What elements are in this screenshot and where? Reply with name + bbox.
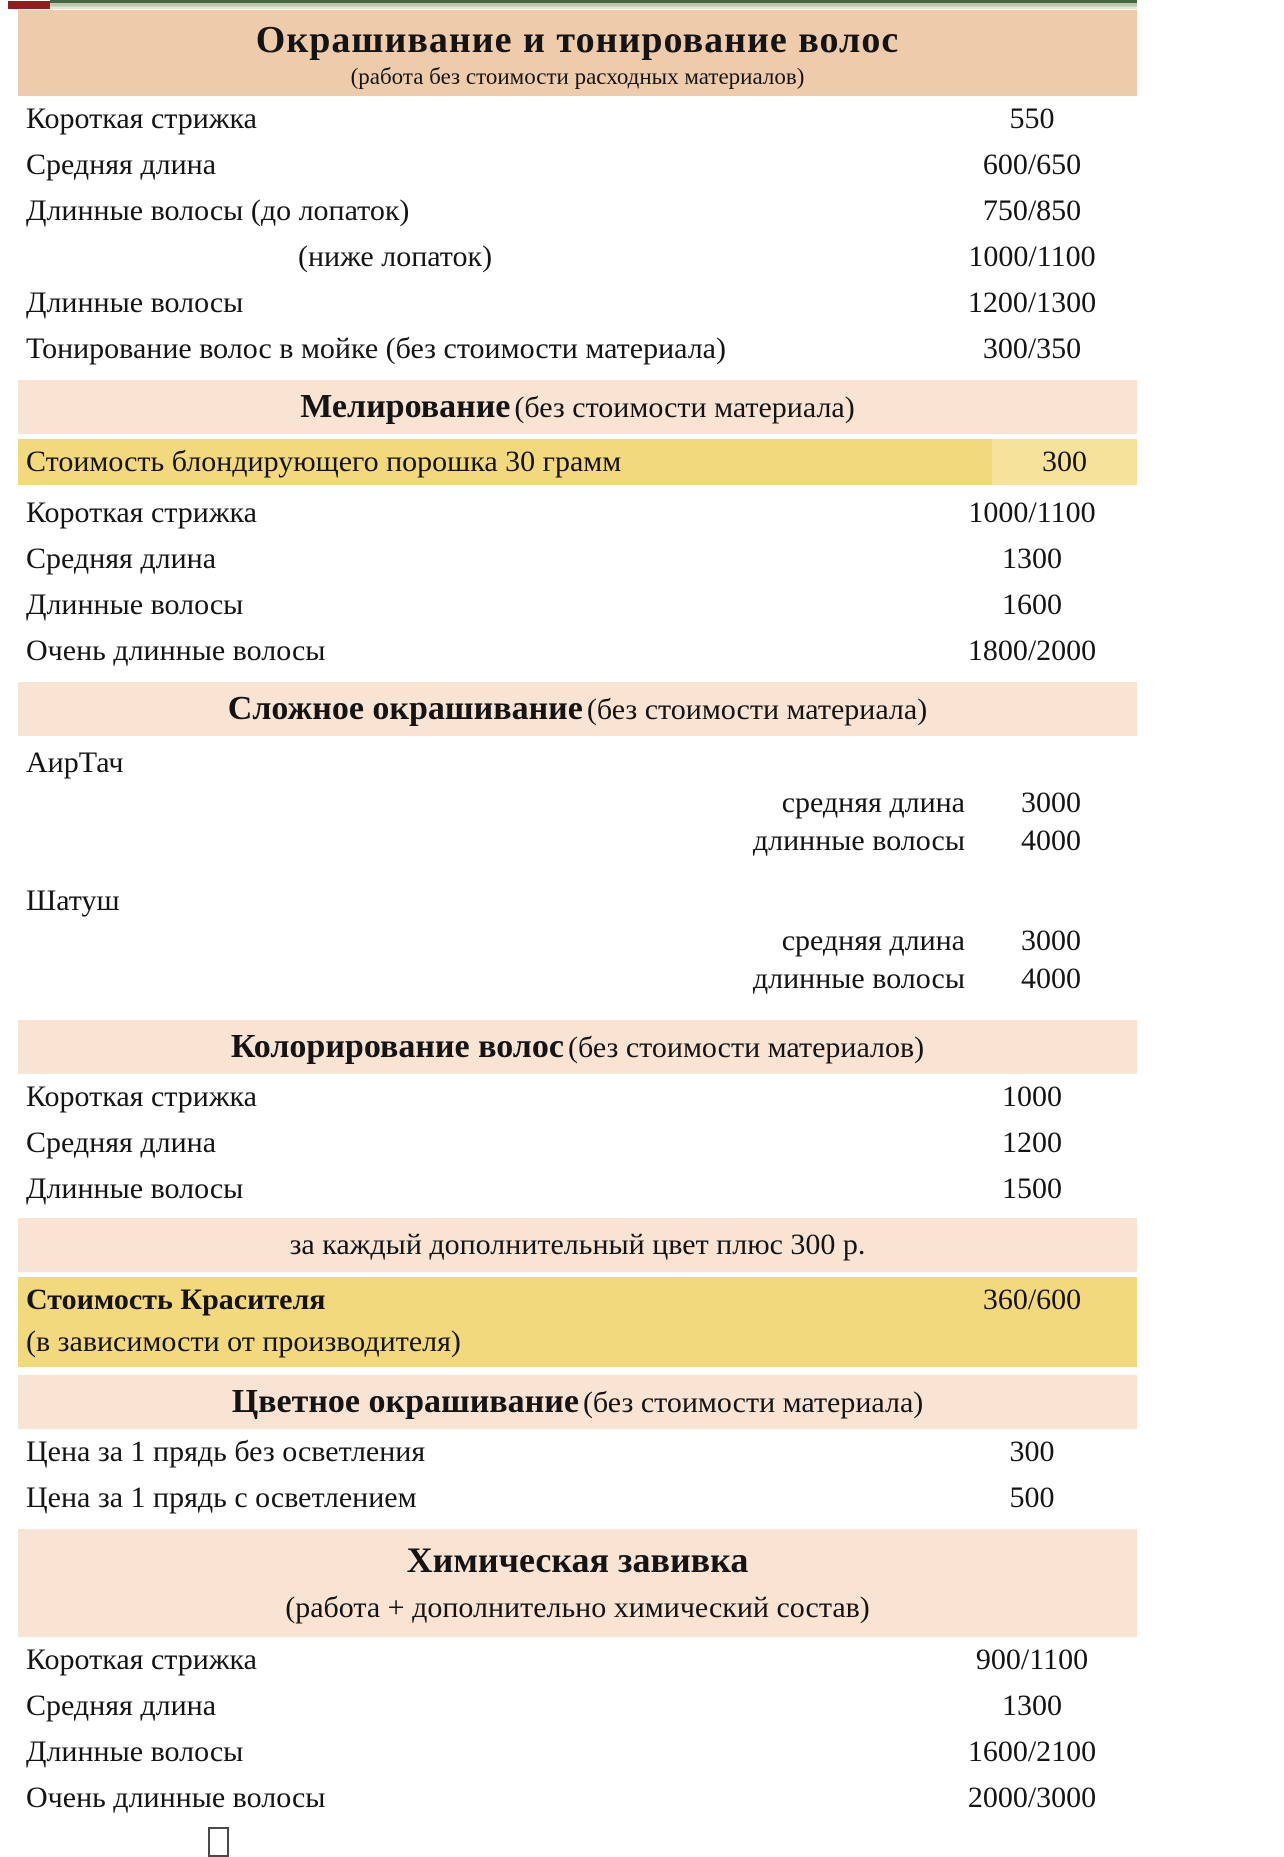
service-label: Длинные волосы (до лопаток) bbox=[26, 194, 410, 227]
section-title-note: (без стоимости материала) bbox=[582, 1386, 924, 1419]
price-row bbox=[18, 1166, 1137, 1212]
service-price: 1500 bbox=[1002, 1172, 1062, 1205]
service-price: 360/600 bbox=[982, 1283, 1082, 1316]
price-row bbox=[18, 1120, 1137, 1166]
service-label: Цена за 1 прядь без осветления bbox=[26, 1435, 426, 1468]
section-subtitle: (работа + дополнительно химический состав) bbox=[285, 1591, 870, 1624]
service-price: 750/850 bbox=[982, 194, 1082, 227]
service-label: Длинные волосы bbox=[26, 1172, 244, 1205]
price-list-content bbox=[18, 10, 1137, 1857]
service-price: 300 bbox=[1009, 1435, 1055, 1468]
service-label: Очень длинные волосы bbox=[26, 634, 326, 667]
price-row bbox=[18, 536, 1137, 582]
price-row bbox=[18, 234, 1137, 280]
section-rows-coloring-toning bbox=[18, 96, 1137, 372]
service-price: 1800/2000 bbox=[967, 634, 1097, 667]
service-label: Длинные волосы bbox=[26, 286, 244, 319]
service-price: 1300 bbox=[1002, 1689, 1062, 1722]
dye-cost-row bbox=[18, 1283, 1137, 1317]
technique-price-row bbox=[18, 960, 1137, 998]
service-price: 1600/2100 bbox=[967, 1735, 1097, 1768]
technique-price-row bbox=[18, 922, 1137, 960]
service-label: Короткая стрижка bbox=[26, 1080, 257, 1113]
service-price: 900/1100 bbox=[975, 1643, 1089, 1676]
price-row bbox=[18, 1637, 1137, 1683]
section-title-note: (без стоимости материала) bbox=[514, 391, 855, 424]
section-header-highlighting bbox=[18, 380, 1137, 434]
section-subtitle: (работа без стоимости расходных материалов) bbox=[350, 64, 805, 89]
section-title: Сложное окрашивание bbox=[227, 690, 583, 727]
section-title: Окрашивание и тонирование волос bbox=[255, 19, 900, 61]
price-row bbox=[18, 188, 1137, 234]
service-price: 1200/1300 bbox=[967, 286, 1097, 319]
price-row bbox=[18, 1729, 1137, 1775]
section-header-multitone-coloring bbox=[18, 1020, 1137, 1074]
service-label: Длинные волосы bbox=[26, 1735, 244, 1768]
section-header-complex-coloring bbox=[18, 682, 1137, 736]
section-rows-perm bbox=[18, 1637, 1137, 1821]
service-label: Длинные волосы bbox=[26, 588, 244, 621]
missing-glyph-icon bbox=[208, 1827, 229, 1857]
section-header-perm bbox=[18, 1529, 1137, 1637]
service-price: 1300 bbox=[1002, 542, 1062, 575]
technique-price-row bbox=[18, 784, 1137, 822]
section-rows-complex-coloring bbox=[18, 736, 1137, 1012]
service-label: Тонирование волос в мойке (без стоимости материала) bbox=[26, 332, 726, 365]
section-rows-highlighting bbox=[18, 490, 1137, 674]
price-row bbox=[18, 628, 1137, 674]
price-row bbox=[18, 1683, 1137, 1729]
service-label: Средняя длина bbox=[26, 542, 217, 575]
service-price: 4000 bbox=[1021, 824, 1081, 857]
price-row bbox=[18, 1429, 1137, 1475]
service-label: Средняя длина bbox=[26, 1689, 217, 1722]
service-price: 1000/1100 bbox=[968, 496, 1096, 529]
service-price: 1000/1100 bbox=[968, 240, 1096, 273]
section-header-coloring-toning bbox=[18, 10, 1137, 96]
section-title: Колорирование волос bbox=[230, 1028, 564, 1065]
technique-price-row bbox=[18, 822, 1137, 860]
service-price: 4000 bbox=[1021, 962, 1081, 995]
length-label: средняя длина bbox=[781, 786, 965, 819]
service-label: Стоимость блондирующего порошка 30 грамм bbox=[26, 445, 622, 478]
price-row bbox=[18, 1775, 1137, 1821]
service-price: 500 bbox=[1009, 1481, 1055, 1514]
highlighted-price-row bbox=[18, 439, 1137, 485]
section-title-note: (без стоимости материалов) bbox=[567, 1031, 925, 1064]
service-price: 1000 bbox=[1002, 1080, 1062, 1113]
section-header-fantasy-coloring bbox=[18, 1375, 1137, 1429]
scan-edge-strip bbox=[0, 0, 1284, 10]
price-row bbox=[18, 96, 1137, 142]
section-rows-multitone-coloring bbox=[18, 1074, 1137, 1212]
price-row bbox=[18, 1475, 1137, 1521]
price-row bbox=[18, 280, 1137, 326]
price-row bbox=[18, 490, 1137, 536]
price-row bbox=[18, 1074, 1137, 1120]
length-label: длинные волосы bbox=[752, 962, 965, 995]
service-price: 300/350 bbox=[982, 332, 1082, 365]
service-price: 300 bbox=[992, 439, 1137, 485]
service-price: 1600 bbox=[1002, 588, 1062, 621]
service-label: Стоимость Красителя bbox=[26, 1283, 326, 1316]
technique-name: АирТач bbox=[26, 746, 124, 779]
length-label: длинные волосы bbox=[752, 824, 965, 857]
service-price: 2000/3000 bbox=[967, 1781, 1097, 1814]
service-price: 3000 bbox=[1021, 786, 1081, 819]
scan-red-mark bbox=[8, 1, 50, 9]
section-title: Цветное окрашивание bbox=[231, 1383, 579, 1420]
price-row bbox=[18, 326, 1137, 372]
dye-cost-block bbox=[18, 1277, 1137, 1367]
service-label: Цена за 1 прядь с осветлением bbox=[26, 1481, 417, 1514]
section-title-note: (без стоимости материала) bbox=[586, 693, 928, 726]
group-spacer bbox=[18, 860, 1137, 874]
technique-name: Шатуш bbox=[26, 884, 120, 917]
price-row bbox=[18, 582, 1137, 628]
service-label: (ниже лопаток) bbox=[298, 240, 493, 273]
service-label: Короткая стрижка bbox=[26, 496, 257, 529]
section-title: Химическая завивка bbox=[406, 1540, 749, 1580]
group-spacer bbox=[18, 998, 1137, 1012]
service-label: Средняя длина bbox=[26, 1126, 217, 1159]
service-price: 3000 bbox=[1021, 924, 1081, 957]
extra-color-note: за каждый дополнительный цвет плюс 300 р. bbox=[18, 1218, 1137, 1272]
service-label: Короткая стрижка bbox=[26, 1643, 257, 1676]
service-label: Средняя длина bbox=[26, 148, 217, 181]
section-title: Мелирование bbox=[300, 388, 511, 425]
service-price: 600/650 bbox=[982, 148, 1082, 181]
dye-cost-note: (в зависимости от производителя) bbox=[26, 1325, 461, 1358]
service-label: Очень длинные волосы bbox=[26, 1781, 326, 1814]
price-row bbox=[18, 142, 1137, 188]
length-label: средняя длина bbox=[781, 924, 965, 957]
scan-green-strip bbox=[50, 0, 1137, 9]
service-price: 1200 bbox=[1002, 1126, 1062, 1159]
service-price: 550 bbox=[1009, 102, 1055, 135]
service-label: Короткая стрижка bbox=[26, 102, 257, 135]
section-rows-fantasy-coloring bbox=[18, 1429, 1137, 1521]
